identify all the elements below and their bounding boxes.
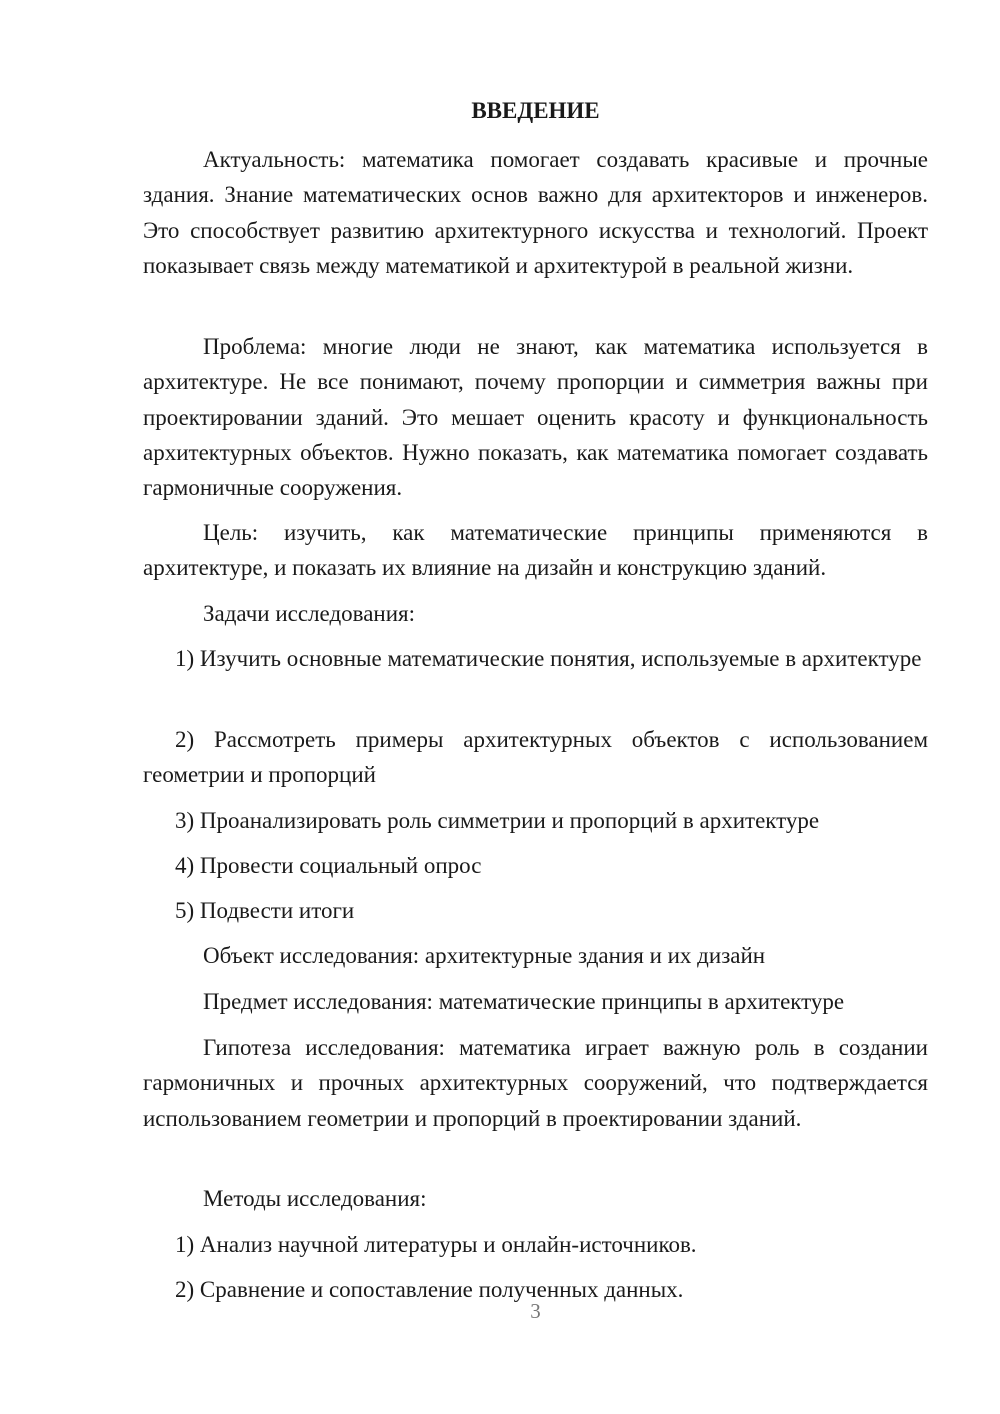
- paragraph-relevance: Актуальность: математика помогает создавать красивые и прочные здания. Знание математических основ важно для архитекторов и инженеров. Это способствует развитию архитектурного искусства и технологий. Проект показывает связь между математикой и архитектурой в реальной жизни.: [143, 147, 928, 278]
- research-subject: Предмет исследования: математические принципы в архитектуре: [203, 989, 845, 1014]
- tasks-title: Задачи исследования:: [203, 601, 416, 626]
- research-hypothesis: Гипотеза исследования: математика играет важную роль в создании гармоничных и прочных архитектурных сооружений, что подтверждается использованием геометрии и пропорций в проектировании зданий.: [143, 1035, 928, 1131]
- paragraph-goal: Цель: изучить, как математические принципы применяются в архитектуре, и показать их влияние на дизайн и конструкцию зданий.: [143, 520, 928, 581]
- task-item: 1) Изучить основные математические понятия, используемые в архитектуре: [175, 646, 922, 671]
- research-object: Объект исследования: архитектурные здания и их дизайн: [203, 943, 766, 968]
- task-item: 3) Проанализировать роль симметрии и пропорций в архитектуре: [175, 808, 820, 833]
- task-item: 2) Рассмотреть примеры архитектурных объектов с использованием геометрии и пропорций: [143, 727, 928, 788]
- page-number: 3: [530, 1299, 541, 1323]
- methods-title: Методы исследования:: [203, 1186, 427, 1211]
- task-item: 5) Подвести итоги: [175, 898, 355, 923]
- paragraph-problem: Проблема: многие люди не знают, как математика используется в архитектуре. Не все понимают, почему пропорции и симметрия важны при проектировании зданий. Это мешает оценить красоту и функциональность архитектурных объектов. Нужно показать, как математика помогает создавать гармоничные сооружения.: [143, 334, 928, 501]
- method-item: 2) Сравнение и сопоставление полученных данных.: [175, 1277, 684, 1302]
- task-item: 4) Провести социальный опрос: [175, 853, 482, 878]
- method-item: 1) Анализ научной литературы и онлайн-источников.: [175, 1232, 697, 1257]
- page-title: ВВЕДЕНИЕ: [471, 98, 600, 123]
